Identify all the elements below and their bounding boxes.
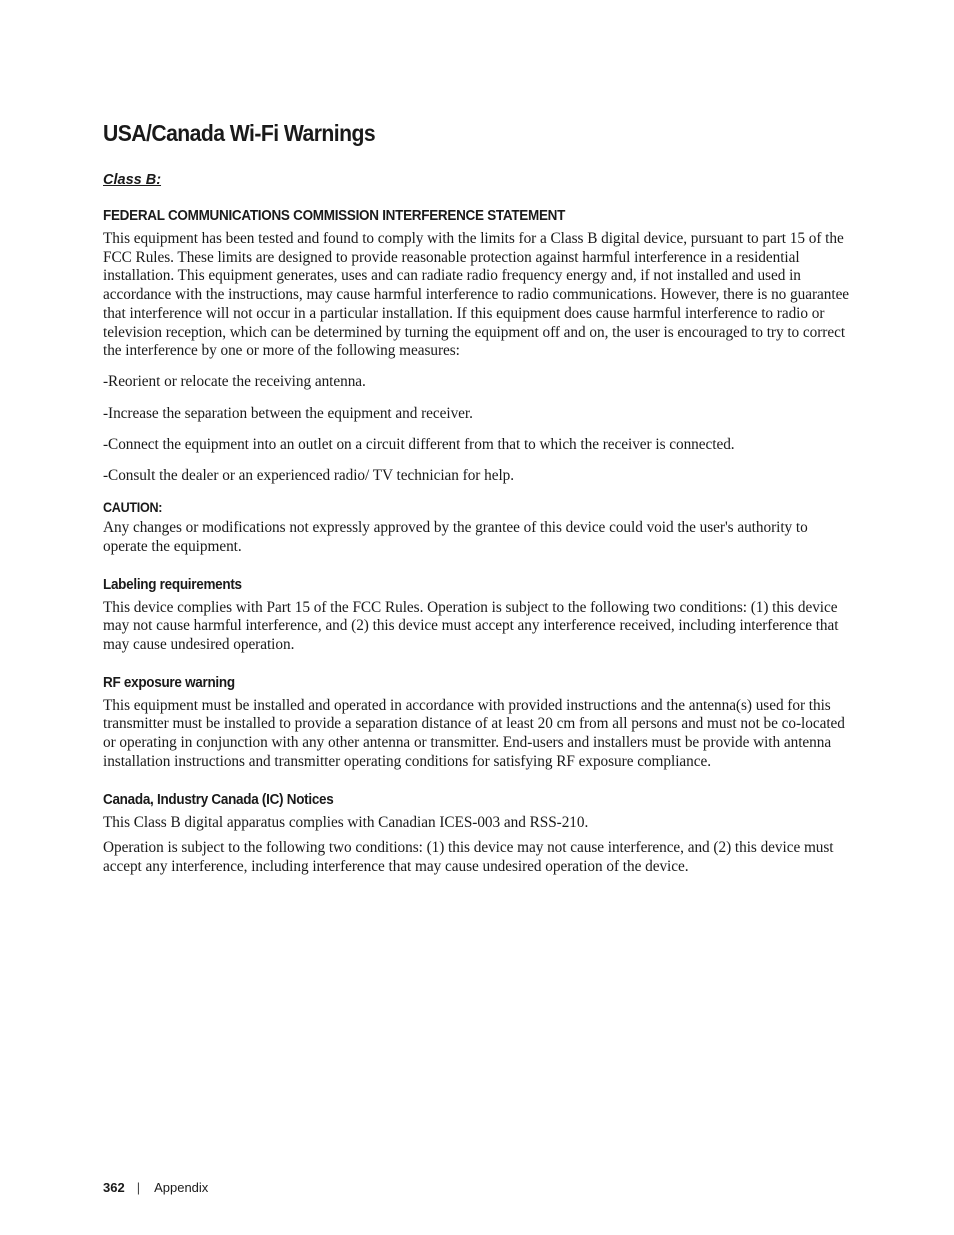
footer-section: Appendix [154,1180,209,1195]
canada-heading: Canada, Industry Canada (IC) Notices [103,791,334,808]
caution-heading: CAUTION: [103,500,163,516]
measure-item: -Increase the separation between the equipment and receiver. [103,404,473,422]
caution-body: Any changes or modifications not expressly approved by the grantee of this device could void the user's authority to operate the equipment. [103,519,808,555]
page-number: 362 [103,1180,125,1195]
page-title: USA/Canada Wi-Fi Warnings [103,120,376,146]
rf-heading: RF exposure warning [103,674,235,691]
labeling-body: This device complies with Part 15 of the FCC Rules. Operation is subject to the following two conditions: (1) this device may not cause harmful interference, and (2) this device must accept any interference received, including interference that may cause undesired operation. [103,598,839,654]
measure-item: -Consult the dealer or an experienced radio/ TV technician for help. [103,467,515,485]
page-footer [103,1180,208,1195]
fcc-heading: FEDERAL COMMUNICATIONS COMMISSION INTERFERENCE STATEMENT [103,208,566,224]
fcc-body: This equipment has been tested and found to comply with the limits for a Class B digital device, pursuant to part 15 of the FCC Rules. These limits are designed to provide reasonable protection against harmful interference in a residential installation. This equipment generates, uses and can radiate radio frequency energy and, if not installed and used in accordance with the instructions, may cause harmful interference to radio communications. However, there is no guarantee that interference will not occur in a particular installation. If this equipment does cause harmful interference to radio or television reception, which can be determined by turning the equipment off and on, the user is encouraged to try to correct the interference by one or more of the following measures: [103,230,850,360]
class-b-label: Class B: [103,172,162,188]
measure-item: -Reorient or relocate the receiving antenna. [103,373,366,391]
rf-body: This equipment must be installed and operated in accordance with provided instructions and the antenna(s) used for this transmitter must be installed to provide a separation distance of at least 20 cm from all persons and must not be co-located or operating in conjunction with any other antenna or transmitter. End-users and installers must be provide with antenna installation instructions and transmitter operating conditions for satisfying RF exposure compliance. [103,696,845,770]
labeling-heading: Labeling requirements [103,576,242,593]
footer-separator: | [136,1180,141,1195]
measure-item: -Connect the equipment into an outlet on a circuit different from that to which the receiver is connected. [103,435,735,453]
canada-body-2: Operation is subject to the following two conditions: (1) this device may not cause interference, and (2) this device must accept any interference, including interference that may cause undesired operation of the device. [103,839,834,875]
page-content [103,118,853,889]
canada-body-1: This Class B digital apparatus complies with Canadian ICES-003 and RSS-210. [103,813,589,831]
